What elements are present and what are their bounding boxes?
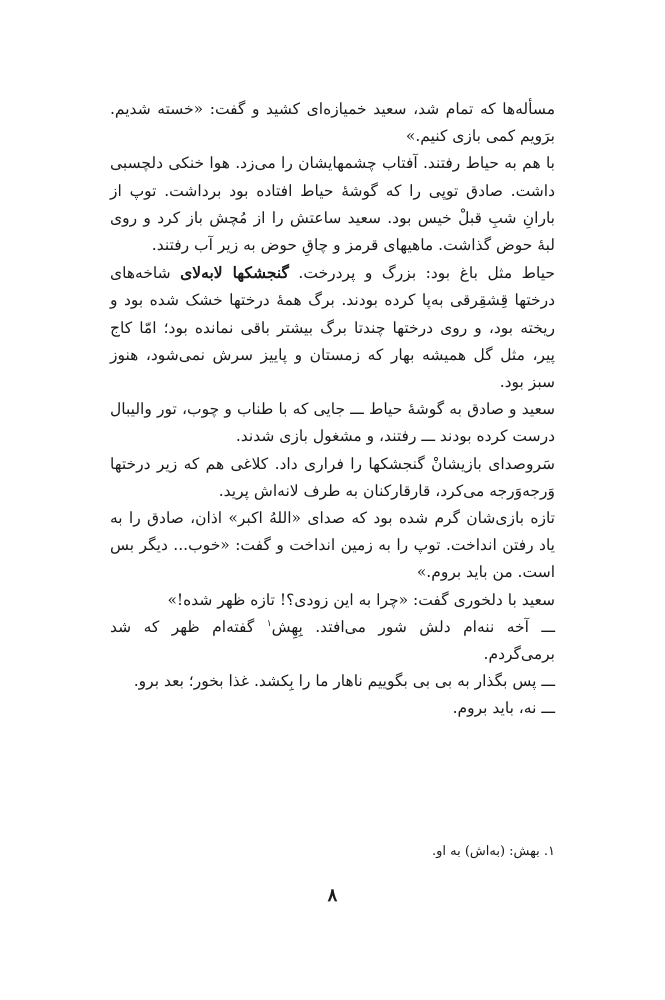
paragraph-6: تازه بازی‌شان گرم شده بود که صدای «اللهُ اکبر» اذان، صادق را به یاد رفتن انداخت. توپ را به زمین انداخت و گفت: «خوب... دیگر بس است. من باید بروم.» <box>110 509 555 582</box>
paragraph-10: ـــ نه، باید بروم. <box>452 699 555 718</box>
paragraph-7: سعید با دلخوری گفت: «چرا به این زودی؟! تازه ظهر شده!» <box>167 590 555 609</box>
paragraph-3: حیاط مثل باغ بود: بزرگ و پردرخت. گنجشکها لابه‌لای شاخه‌های درختها قِشقِرقی به‌پا کرده بودند. برگ همهٔ درختها خشک شده بود و ریخته بود، و روی درختها چندتا برگ بیشتر باقی نمانده بود؛ امّا کاج پیر، مثل گل همیشه بهار که زمستان و پاییز سرش نمی‌شود، هنوز سبز بود. <box>110 263 555 392</box>
footnote-marker[interactable]: ۱ <box>266 618 272 629</box>
paragraph-4: سعید و صادق به گوشهٔ حیاط ـــ جایی که با طناب و چوب، تور والیبال درست کرده بودند ـــ رفتند، و مشغول بازی شدند. <box>110 400 555 446</box>
footnote: ۱. بهش: (به‌اش) به او. <box>431 844 555 859</box>
book-page-text <box>110 96 555 723</box>
paragraph-2: با هم به حیاط رفتند. آفتاب چشمهایشان را می‌زد. هوا خنکی دلچسبی داشت. صادق توپی را که گوشهٔ حیاط افتاده بود برداشت. توپ از بارانِ شبِ قبلْ خیس بود. سعید ساعتش را از مُچش باز کرد و روی لبهٔ حوض گذاشت. ماهیهای قرمز و چاقِ حوض به زیر آب رفتند. <box>110 154 555 255</box>
paragraph-9: ـــ پس بگذار به بی بی بگوییم ناهار ما را بِکشد. غذا بخور؛ بعد برو. <box>133 672 555 691</box>
paragraph-1: مسأله‌ها که تمام شد، سعید خمیازه‌ای کشید و گفت: «خسته شدیم. برَویم کمی بازی کنیم.» <box>110 100 555 146</box>
paragraph-8-start: ـــ آخه ننه‌ام دلش شور می‌افتد. بِهِش <box>271 617 555 636</box>
emphasized-phrase: گنجشکها لابه‌لای <box>180 263 289 283</box>
paragraph-8 <box>110 614 555 668</box>
paragraph-8-rest: گفته‌ام ظهر که شد برمی‌گردم. <box>110 617 555 664</box>
paragraph-5: سَروصدای بازیشانْ گنجشکها را فراری داد. کلاغی هم که زیر درختها وَرجه‌وَرجه می‌کرد، قارقارکنان به طرف لانه‌اش پرید. <box>110 454 555 500</box>
page-number: ۸ <box>327 885 338 906</box>
